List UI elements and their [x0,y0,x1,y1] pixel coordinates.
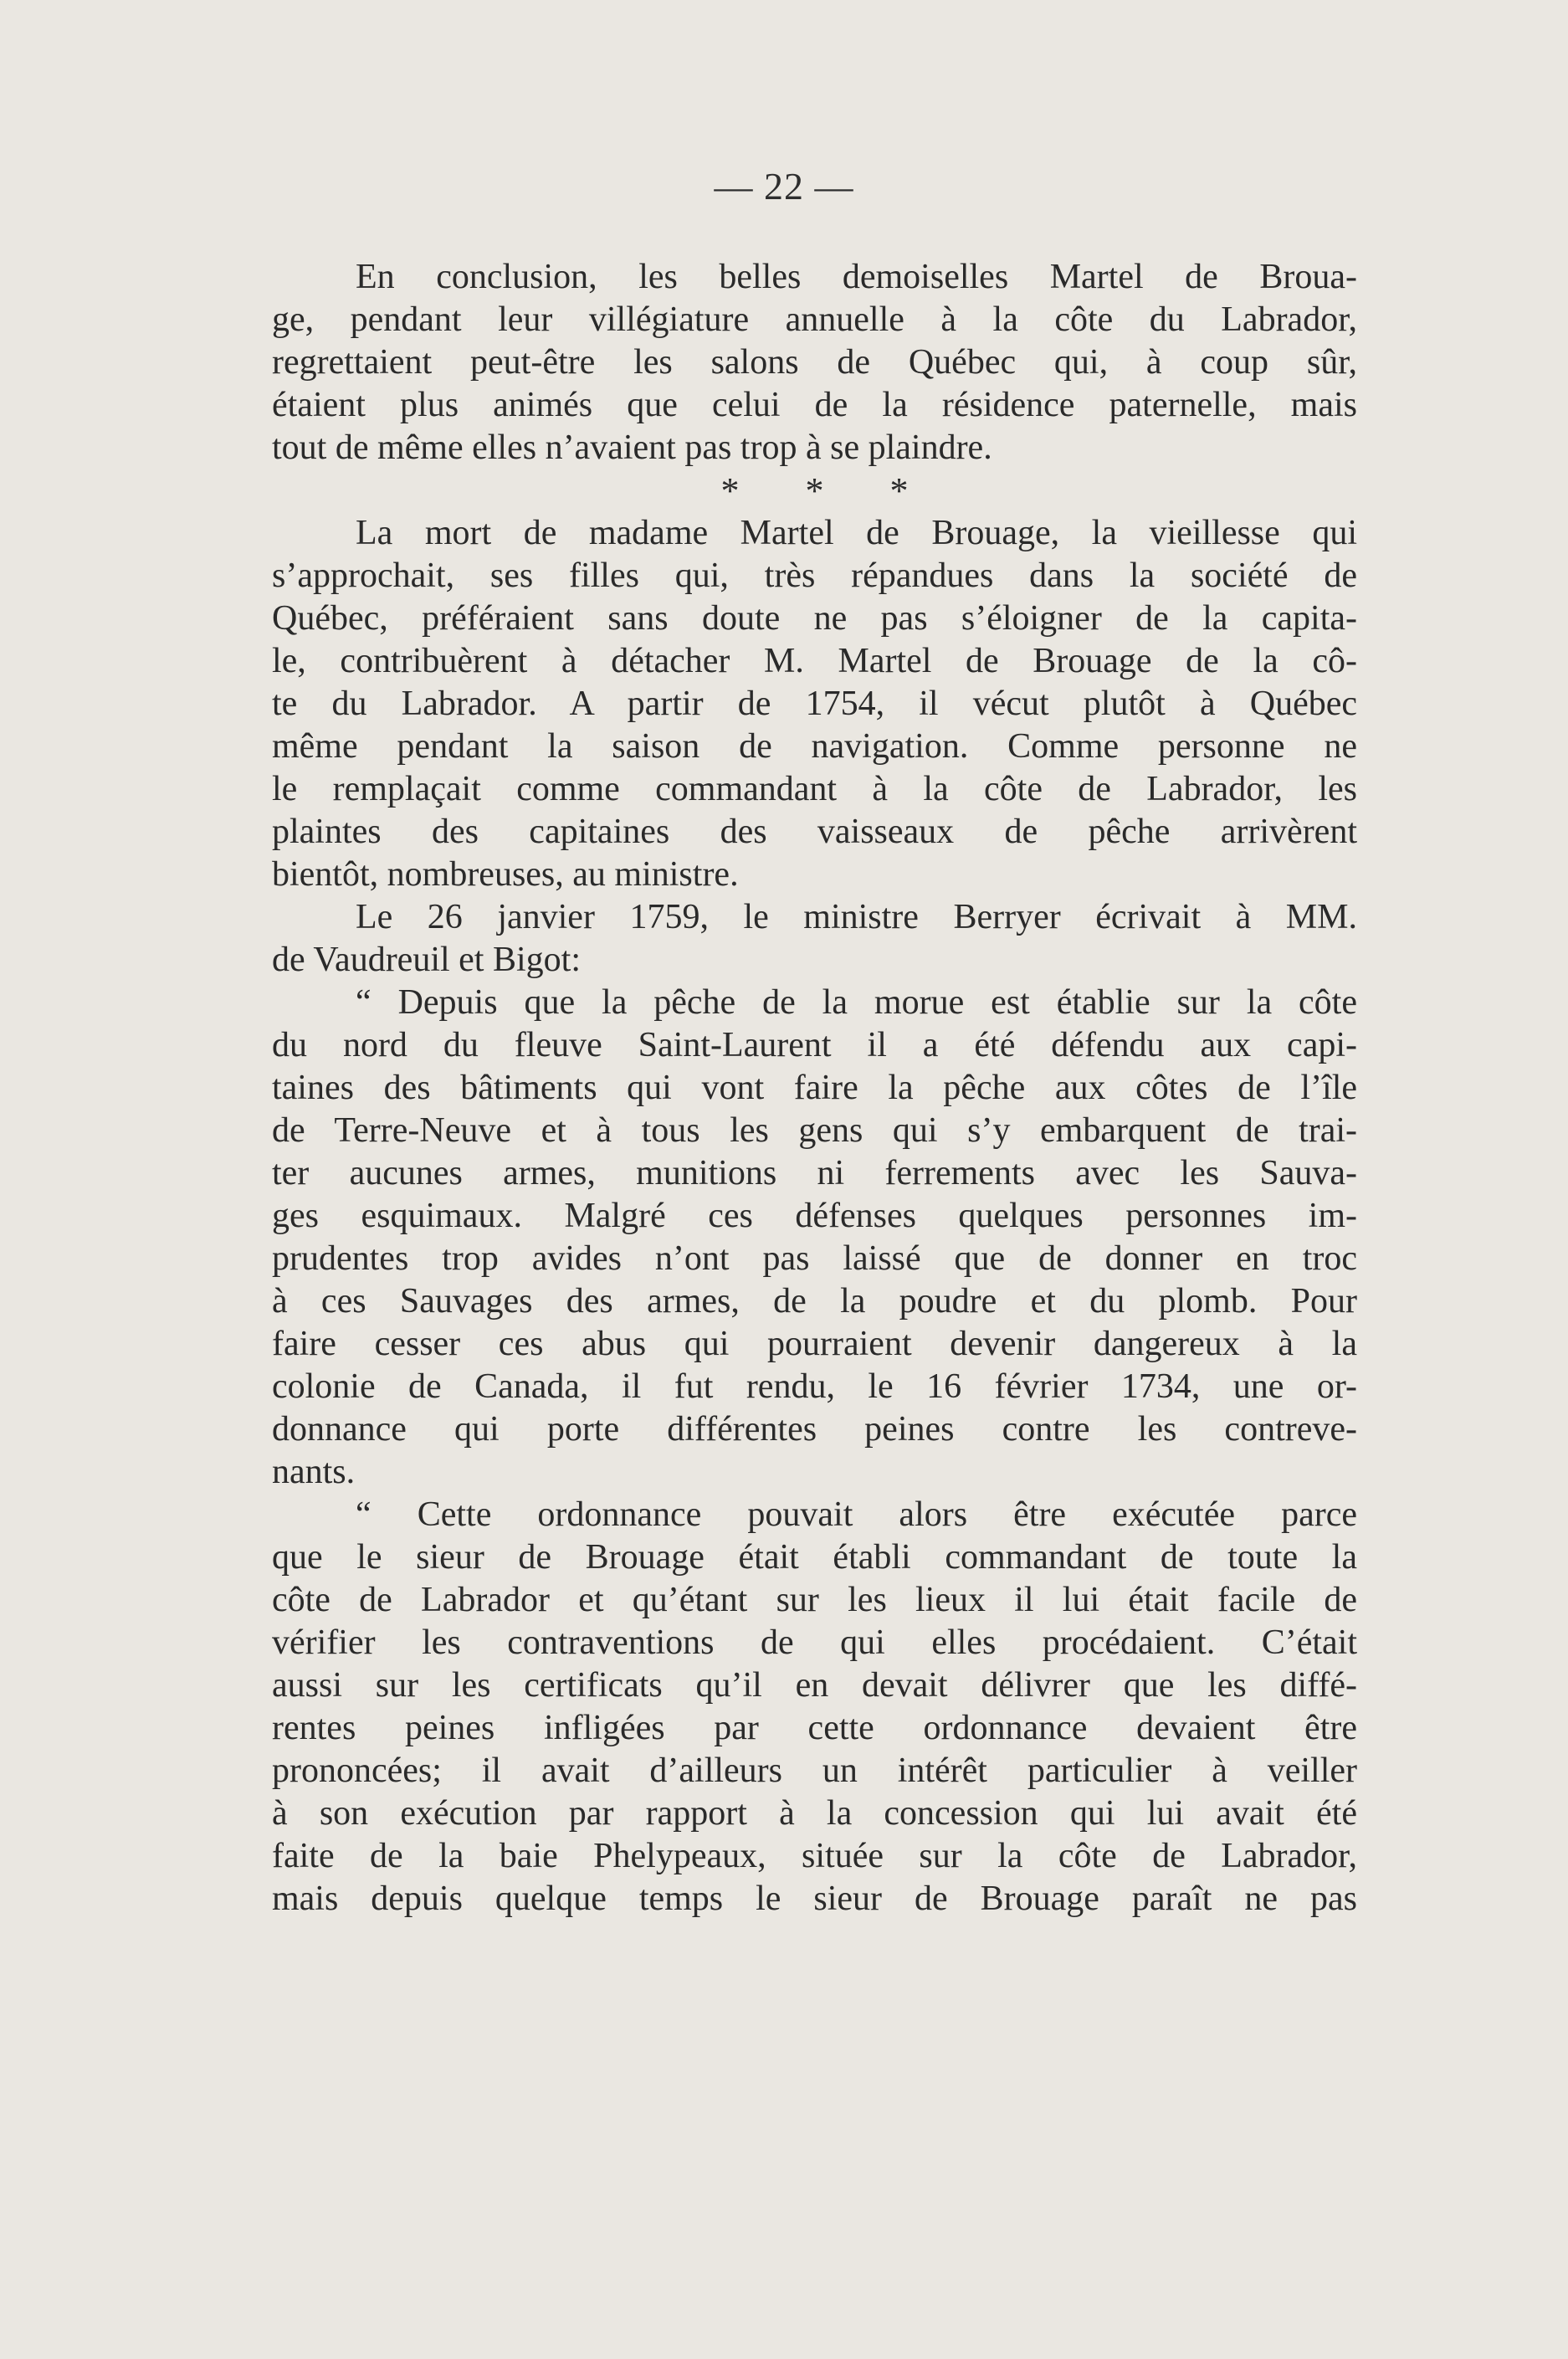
text-line: colonie de Canada, il fut rendu, le 16 février 1734, une or- [272,1367,1357,1406]
text-line: étaient plus animés que celui de la résidence paternelle, mais [272,386,1357,424]
text-line: prudentes trop avides n’ont pas laissé que de donner en troc [272,1239,1357,1278]
text-line: même pendant la saison de navigation. Comme personne ne [272,727,1357,766]
text-line: En conclusion, les belles demoiselles Martel de Broua- [356,258,1357,296]
text-line: faire cesser ces abus qui pourraient devenir dangereux à la [272,1325,1357,1363]
text-line: le, contribuèrent à détacher M. Martel de Brouage de la cô- [272,642,1357,680]
text-line: plaintes des capitaines des vaisseaux de pêche arrivèrent [272,813,1357,851]
text-line: te du Labrador. A partir de 1754, il vécut plutôt à Québec [272,685,1357,723]
paragraph [272,982,1357,1494]
text-line: que le sieur de Brouage était établi commandant de toute la [272,1538,1357,1577]
paragraph [272,1494,1357,1921]
paragraph [272,256,1357,469]
text-line: côte de Labrador et qu’étant sur les lieux il lui était facile de [272,1581,1357,1619]
paragraph [272,512,1357,896]
page-number: — 22 — [714,165,854,208]
text-line: du nord du fleuve Saint-Laurent il a été défendu aux capi- [272,1026,1357,1064]
text-line: aussi sur les certificats qu’il en devait délivrer que les diffé- [272,1666,1357,1705]
text-line: donnance qui porte différentes peines contre les contreve- [272,1410,1357,1449]
text-line: “ Cette ordonnance pouvait alors être exécutée parce [356,1495,1357,1534]
text-line: vérifier les contraventions de qui elles procédaient. C’était [272,1623,1357,1662]
text-line: Le 26 janvier 1759, le ministre Berryer écrivait à MM. [356,898,1357,936]
text-line: ges esquimaux. Malgré ces défenses quelques personnes im- [272,1197,1357,1235]
text-line: La mort de madame Martel de Brouage, la vieillesse qui [356,514,1357,552]
text-line: regrettaient peut-être les salons de Québec qui, à coup sûr, [272,343,1357,382]
section-separator: * * * [720,470,937,511]
text-line: nants. [272,1453,356,1491]
text-line: le remplaçait comme commandant à la côte de Labrador, les [272,770,1357,808]
text-line: faite de la baie Phelypeaux, située sur la côte de Labrador, [272,1837,1357,1875]
text-line: à ces Sauvages des armes, de la poudre et du plomb. Pour [272,1282,1357,1321]
text-line: tout de même elles n’avaient pas trop à se plaindre. [272,428,992,467]
text-line: de Vaudreuil et Bigot: [272,941,581,979]
text-line: ter aucunes armes, munitions ni ferrements avec les Sauva- [272,1154,1357,1192]
text-line: rentes peines infligées par cette ordonnance devaient être [272,1709,1357,1747]
text-line: s’approchait, ses filles qui, très répandues dans la société de [272,556,1357,595]
body-text [272,256,1357,1921]
text-line: Québec, préféraient sans doute ne pas s’éloigner de la capita- [272,599,1357,638]
text-line: taines des bâtiments qui vont faire la pêche aux côtes de l’île [272,1069,1357,1107]
text-line: “ Depuis que la pêche de la morue est établie sur la côte [356,983,1357,1022]
text-line: à son exécution par rapport à la concession qui lui avait été [272,1794,1357,1833]
paragraph [272,896,1357,982]
text-line: bientôt, nombreuses, au ministre. [272,855,739,894]
text-line: ge, pendant leur villégiature annuelle à la côte du Labrador, [272,300,1357,339]
text-line: mais depuis quelque temps le sieur de Brouage paraît ne pas [272,1880,1357,1918]
text-line: de Terre-Neuve et à tous les gens qui s’y embarquent de trai- [272,1111,1357,1150]
text-line: prononcées; il avait d’ailleurs un intérêt particulier à veiller [272,1751,1357,1790]
